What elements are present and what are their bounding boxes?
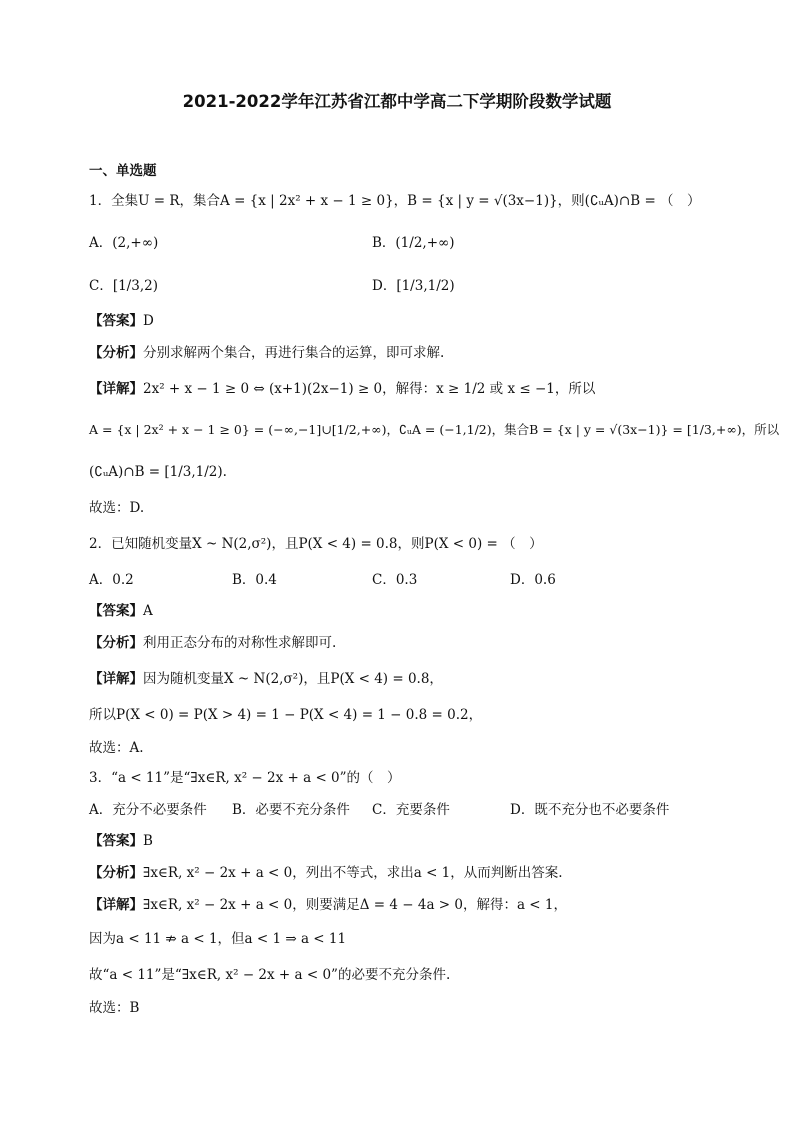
q3-detail-line-1 bbox=[89, 895, 567, 915]
q3-answer-line bbox=[89, 831, 153, 851]
q2-analysis: 利用正态分布的对称性求解即可. bbox=[143, 635, 337, 651]
detail-tag: 【详解】 bbox=[89, 381, 143, 397]
q1-answer-line bbox=[89, 311, 154, 331]
q3-option-d: D．既不充分也不必要条件 bbox=[510, 802, 670, 818]
q3-analysis-line bbox=[89, 863, 563, 883]
q2-answer-line bbox=[89, 601, 153, 621]
q1-detail-line-3: (∁ᵤA)∩B = [1/3,1/2). bbox=[89, 464, 227, 480]
q2-detail-line-2: 所以P(X < 0) = P(X > 4) = 1 − P(X < 4) = 1 − 0.8 = 0.2， bbox=[89, 707, 483, 723]
q3-answer: B bbox=[143, 833, 153, 849]
q1-detail-line-2: A = {x | 2x² + x − 1 ≥ 0} = (−∞,−1]∪[1/2,+∞)，∁ᵤA = (−1,1/2)，集合B = {x | y = √(3x−1)} = [1/3,+∞)，所以 bbox=[89, 422, 780, 437]
analysis-tag: 【分析】 bbox=[89, 345, 143, 361]
q1-option-b: B．(1/2,+∞) bbox=[372, 235, 455, 251]
q3-option-a: A．充分不必要条件 bbox=[89, 802, 207, 818]
q1-detail-line-1 bbox=[89, 379, 595, 399]
q1-analysis: 分别求解两个集合，再进行集合的运算，即可求解. bbox=[143, 345, 445, 361]
page-title: 2021-2022学年江苏省江都中学高二下学期阶段数学试题 bbox=[182, 92, 612, 111]
q3-option-b: B．必要不充分条件 bbox=[232, 802, 350, 818]
detail-tag: 【详解】 bbox=[89, 671, 143, 687]
q3-detail-line-2: 因为a < 11 ⇏ a < 1，但a < 1 ⇒ a < 11 bbox=[89, 931, 347, 947]
q2-option-d: D．0.6 bbox=[510, 572, 556, 588]
q3-option-c: C．充要条件 bbox=[372, 802, 450, 818]
q1-stem: 1．全集U = R，集合A = {x | 2x² + x − 1 ≥ 0}，B = {x | y = √(3x−1)}，则(∁ᵤA)∩B = （ ） bbox=[89, 193, 701, 209]
analysis-tag: 【分析】 bbox=[89, 865, 143, 881]
answer-tag: 【答案】 bbox=[89, 603, 143, 619]
q2-analysis-line bbox=[89, 633, 336, 653]
q3-choose: 故选：B bbox=[89, 1000, 140, 1016]
section-heading: 一、单选题 bbox=[89, 163, 157, 179]
q3-detail-line-3: 故“a < 11”是“∃x∈R, x² − 2x + a < 0”的必要不充分条件. bbox=[89, 967, 451, 983]
q1-option-d: D．[1/3,1/2) bbox=[372, 278, 455, 294]
q3-analysis: ∃x∈R, x² − 2x + a < 0，列出不等式，求出a < 1，从而判断出答案. bbox=[143, 865, 563, 881]
q3-detail-1: ∃x∈R, x² − 2x + a < 0，则要满足Δ = 4 − 4a > 0，解得：a < 1， bbox=[143, 897, 568, 913]
q1-option-c: C．[1/3,2) bbox=[89, 278, 158, 294]
q2-option-b: B．0.4 bbox=[232, 572, 277, 588]
q1-option-a: A．(2,+∞) bbox=[89, 235, 159, 251]
q2-answer: A bbox=[143, 603, 153, 619]
q1-choose: 故选：D. bbox=[89, 500, 145, 516]
q3-stem: 3．“a < 11”是“∃x∈R, x² − 2x + a < 0”的（ ） bbox=[89, 770, 401, 786]
q2-stem: 2．已知随机变量X ~ N(2,σ²)，且P(X < 4) = 0.8，则P(X < 0) = （ ） bbox=[89, 536, 543, 552]
answer-tag: 【答案】 bbox=[89, 833, 143, 849]
detail-tag: 【详解】 bbox=[89, 897, 143, 913]
q2-detail-line-1 bbox=[89, 669, 443, 689]
q2-detail-1: 因为随机变量X ~ N(2,σ²)，且P(X < 4) = 0.8， bbox=[143, 671, 443, 687]
analysis-tag: 【分析】 bbox=[89, 635, 143, 651]
q1-analysis-line bbox=[89, 343, 444, 363]
q2-choose: 故选：A. bbox=[89, 740, 144, 756]
q1-answer: D bbox=[143, 313, 154, 329]
answer-tag: 【答案】 bbox=[89, 313, 143, 329]
q2-option-c: C．0.3 bbox=[372, 572, 418, 588]
q1-detail-1: 2x² + x − 1 ≥ 0 ⇔ (x+1)(2x−1) ≥ 0，解得：x ≥ 1/2 或 x ≤ −1，所以 bbox=[143, 381, 596, 397]
q2-option-a: A．0.2 bbox=[89, 572, 134, 588]
